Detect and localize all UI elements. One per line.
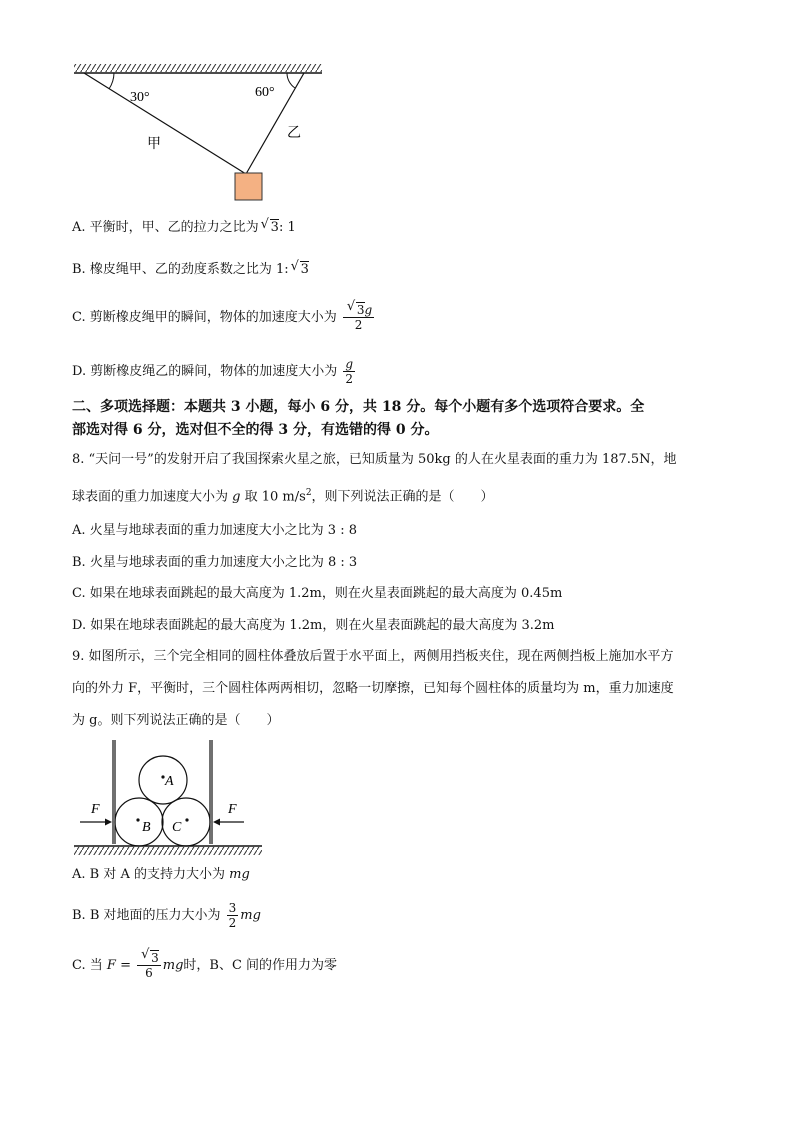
q8-option-c: C. 如果在地球表面跳起的最大高度为 1.2m，则在火星表面跳起的最大高度为 0.45m [72,586,563,601]
q9-stem-line2: 向的外力 F，平衡时，三个圆柱体两两相切，忽略一切摩擦，已知每个圆柱体的质量均为 m，重力加速度 [72,681,674,696]
rope-jia-label: 甲 [147,137,161,152]
q8-stem-line1: 8. “天问一号”的发射开启了我国探索火星之旅，已知质量为 50kg 的人在火星表面的重力为 187.5N，地 [72,452,677,467]
q9-option-c: C. 当 F = √ 3 6 mg时，B、C 间的作用力为零 [72,947,338,980]
q9-option-b: B. B 对地面的压力大小为 $\frac{3}{2}$ mg [72,901,261,930]
q8-option-a: A. 火星与地球表面的重力加速度大小之比为 3 : 8 [72,523,357,538]
hanging-block [235,173,262,200]
q7-b-radicand: 3 [300,262,309,277]
rope-yi-label: 乙 [287,126,301,141]
cylinder-c [162,798,210,846]
q7-d-fraction: $\frac{g}{2}$ [345,357,354,386]
angle-30-label: 30° [130,90,150,105]
figure-rope-block [72,62,332,207]
rope-jia [84,73,246,174]
q7-option-c: C. 剪断橡皮绳甲的瞬间，物体的加速度大小为 √ 3g 2 [72,299,373,332]
force-arrowhead-left [105,819,112,826]
label-c: C [172,820,182,835]
force-label-left: F [91,802,100,817]
label-b: B [142,820,151,835]
figure-cylinders [72,738,267,856]
q7-option-a: A. 平衡时，甲、乙的拉力之比为 √ 3: 1 [72,217,296,235]
q7-option-b: B. 橡皮绳甲、乙的劲度系数之比为 1: √ 3 [72,259,309,277]
q9-c-fraction: √ 3 6 [137,951,161,980]
ground-hatch [74,847,262,855]
q7-c-fraction: √ 3g 2 [343,303,374,332]
q9-b-fraction: $\frac{3}{2}$ [228,901,237,930]
center-dot-b [136,818,139,821]
section2-heading-line2: 部选对得 6 分，选对但不全的得 3 分，有选错的得 0 分。 [72,422,439,438]
center-dot-c [185,818,188,821]
q8-stem-line2: 球表面的重力加速度大小为 g 取 10 $m/s^2$，则下列说法正确的是（ ） [72,488,494,505]
label-a: A [165,774,174,789]
q9-option-a: A. B 对 A 的支持力大小为 mg [72,867,250,882]
ceiling-hatch [74,64,322,72]
q7-a-radicand: 3 [270,220,279,235]
q9-stem-line1: 9. 如图所示，三个完全相同的圆柱体叠放后置于水平面上，两侧用挡板夹住，现在两侧挡板上施加水平方 [72,649,674,664]
angle-arc-right [287,73,295,88]
q7-option-d: D. 剪断橡皮绳乙的瞬间，物体的加速度大小为 $\frac{g}{2}$ [72,357,354,386]
q9-stem-line3: 为 g。则下列说法正确的是（ ） [72,713,280,728]
cylinder-a [139,756,187,804]
section2-heading-line1: 二、多项选择题：本题共 3 小题，每小 6 分，共 18 分。每个小题有多个选项符合要求。全 [72,399,645,415]
q8-option-d: D. 如果在地球表面跳起的最大高度为 1.2m，则在火星表面跳起的最大高度为 3.2m [72,618,555,633]
force-arrowhead-right [213,819,220,826]
angle-arc-left [109,73,114,89]
q8-option-b: B. 火星与地球表面的重力加速度大小之比为 8 : 3 [72,555,358,570]
cylinder-b [115,798,163,846]
angle-60-label: 60° [255,85,275,100]
force-label-right: F [228,802,237,817]
